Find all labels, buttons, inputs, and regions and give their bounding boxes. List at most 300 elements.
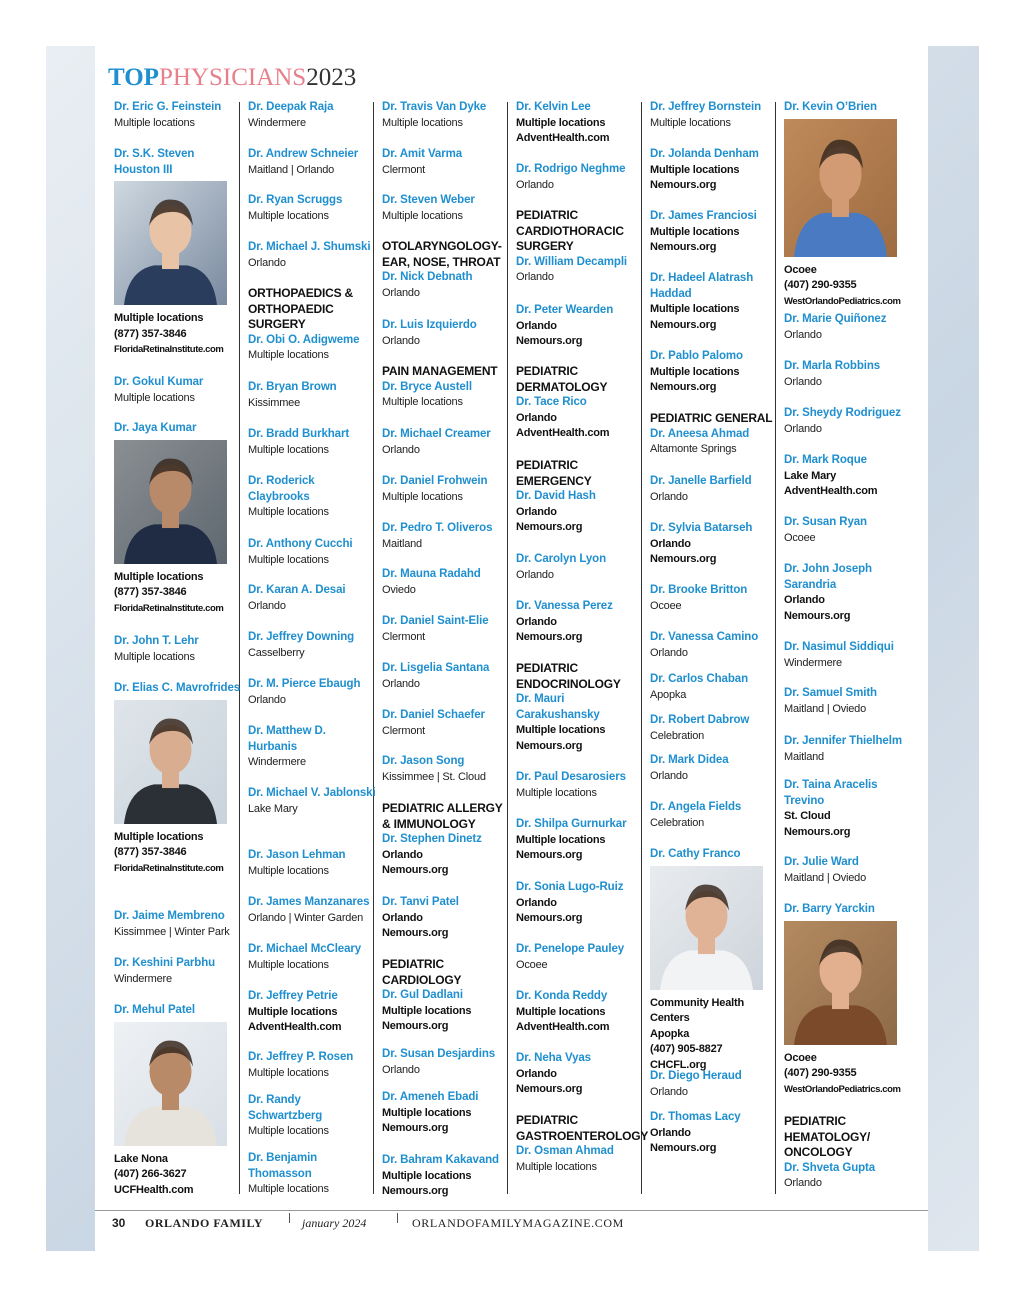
physician-name: Dr. Jason Lehman (248, 849, 346, 861)
physician-entry (248, 240, 376, 271)
physician-name: Dr. Susan Ryan (784, 516, 867, 528)
physician-entry (516, 208, 644, 286)
physician-entry (114, 421, 242, 616)
title-physicians: PHYSICIANS (158, 64, 307, 91)
physician-name: Dr. Jason Song (382, 755, 465, 767)
physician-name: Dr. Bradd Burkhart (248, 428, 350, 440)
physician-location: Orlando (650, 646, 688, 659)
physician-name: Dr. Sheydy Rodriguez (784, 407, 901, 419)
physician-entry (248, 942, 376, 973)
physician-name: Dr. Gokul Kumar (114, 376, 204, 388)
physician-location: Multiple locations (382, 490, 463, 503)
physician-entry (516, 162, 644, 193)
physician-location: Orlando (248, 693, 286, 706)
physician-entry (650, 100, 778, 131)
footer-separator (289, 1213, 290, 1223)
physician-name: Dr. Mark Didea (650, 754, 729, 766)
physician-location: Multiple locations (248, 553, 329, 566)
physician-contact: Orlando (382, 848, 423, 861)
physician-contact: St. Cloud (784, 810, 831, 822)
physician-contact: Multiple locations (516, 833, 606, 846)
physician-location: Kissimmee | Winter Park (114, 925, 230, 938)
physician-contact: Multiple locations (114, 570, 204, 583)
page-number: 30 (112, 1216, 126, 1230)
physician-entry (650, 753, 778, 784)
physician-entry (382, 474, 510, 505)
physician-name: Dr. Benjamin Thomasson (248, 1152, 318, 1180)
physician-entry (248, 848, 376, 879)
physician-name: Dr. Mauna Radahd (382, 568, 481, 580)
physician-location: Orlando (650, 1085, 688, 1098)
physician-contact: Multiple locations (382, 1004, 472, 1017)
physician-location: Multiple locations (248, 1125, 329, 1137)
physician-location: Lake Mary (248, 802, 298, 815)
physician-entry (516, 770, 644, 801)
physician-photo (114, 700, 227, 824)
physician-name: Dr. Steven Weber (382, 194, 475, 206)
physician-entry (516, 661, 644, 754)
physician-entry (516, 817, 644, 864)
physician-website[interactable]: WestOrlandoPediatrics.com (784, 295, 901, 307)
physician-entry (516, 100, 644, 147)
physician-location: Apopka (650, 688, 687, 701)
physician-contact: Lake Mary (784, 469, 837, 482)
physician-name: Dr. Robert Dabrow (650, 714, 750, 726)
physician-name: Dr. Susan Desjardins (382, 1048, 496, 1060)
physician-location: Maitland | Oviedo (784, 871, 867, 884)
physician-name: Dr. Ryan Scruggs (248, 194, 343, 206)
physician-name: Dr. Michael Creamer (382, 428, 491, 440)
physician-name: Dr. Peter Wearden (516, 304, 614, 316)
physician-contact: Nemours.org (650, 318, 717, 331)
physician-name: Dr. Eric G. Feinstein (114, 101, 222, 113)
physician-name: Dr. Osman Ahmad (516, 1145, 614, 1157)
physician-location: Multiple locations (516, 786, 597, 799)
physician-column (382, 0, 510, 1197)
physician-column (650, 0, 778, 1154)
physician-location: Ocoee (650, 599, 682, 612)
physician-name: Dr. Bryan Brown (248, 381, 337, 393)
physician-name: Dr. Jaya Kumar (114, 422, 197, 434)
physician-entry (516, 942, 644, 973)
physician-contact: Nemours.org (516, 631, 583, 643)
specialty-heading: PEDIATRIC DERMATOLOGY (516, 364, 608, 394)
physician-entry (516, 364, 644, 442)
physician-location: Orlando (784, 422, 822, 435)
physician-name: Dr. Janelle Barfield (650, 475, 752, 487)
physician-entry (650, 1110, 778, 1157)
physician-name: Dr. Michael V. Jablonski (248, 787, 376, 799)
physician-location: Maitland (382, 537, 422, 550)
physician-contact: Nemours.org (382, 1020, 449, 1032)
physician-column (784, 0, 912, 1189)
physician-contact: Orlando (650, 1126, 691, 1139)
physician-location: Maitland | Orlando (248, 163, 335, 176)
physician-contact: Nemours.org (650, 179, 717, 191)
physician-name: Dr. Daniel Saint-Elie (382, 615, 489, 627)
physician-entry (784, 1114, 912, 1192)
physician-contact: AdventHealth.com (248, 1021, 342, 1033)
physician-entry (784, 734, 912, 765)
physician-location: Orlando (248, 599, 286, 612)
physician-contact: Multiple locations (516, 116, 606, 129)
physician-name: Dr. Nick Debnath (382, 271, 473, 283)
physician-entry (248, 193, 376, 224)
physician-entry (248, 677, 376, 708)
physician-contact: Orlando (516, 896, 557, 909)
physician-entry (248, 895, 376, 926)
physician-location: Multiple locations (248, 1183, 329, 1195)
physician-name: Dr. Jolanda Denham (650, 148, 759, 160)
physician-entry (650, 349, 778, 396)
physician-entry (516, 989, 644, 1036)
physician-location: Celebration (650, 729, 705, 742)
physician-entry (382, 708, 510, 739)
physician-entry (248, 147, 376, 178)
physician-entry (650, 1069, 778, 1100)
physician-contact: Orlando (516, 319, 557, 332)
physician-name: Dr. Amit Varma (382, 148, 462, 160)
footer-separator (397, 1213, 398, 1223)
specialty-heading: PEDIATRIC GENERAL (650, 411, 773, 425)
physician-location: Orlando (784, 328, 822, 341)
physician-entry (248, 427, 376, 458)
physician-name: Dr. Jeffrey Downing (248, 631, 355, 643)
physician-location: Orlando | Winter Garden (248, 911, 364, 924)
physician-entry (382, 614, 510, 645)
physician-location: Windermere (248, 116, 306, 129)
physician-location: Oviedo (382, 583, 416, 596)
physician-name: Dr. M. Pierce Ebaugh (248, 678, 361, 690)
physician-website[interactable]: WestOrlandoPediatrics.com (784, 1083, 901, 1095)
physician-name: Dr. Gul Dadlani (382, 989, 463, 1001)
physician-name: Dr. Carlos Chaban (650, 673, 748, 685)
physician-entry (382, 147, 510, 178)
physician-name: Dr. Hadeel Alatrash Haddad (650, 272, 754, 300)
physician-location: Casselberry (248, 646, 305, 659)
physician-name: Dr. Obi O. Adigweme (248, 333, 360, 346)
physician-entry (382, 801, 510, 879)
physician-contact: Orlando (784, 594, 825, 606)
physician-name: Dr. John T. Lehr (114, 635, 199, 647)
specialty-heading: OTOLARYNGOLOGY-EAR, NOSE, THROAT (382, 239, 502, 269)
physician-entry (516, 458, 644, 536)
physician-column (248, 0, 376, 1195)
physician-name: Dr. Michael McCleary (248, 943, 362, 955)
physician-contact: Nemours.org (784, 825, 851, 838)
physician-entry (382, 193, 510, 224)
physician-contact: Ocoee (784, 263, 817, 276)
physician-name: Dr. Michael J. Shumski (248, 241, 371, 253)
physician-entry (248, 630, 376, 661)
physician-entry (248, 380, 376, 411)
physician-location: Clermont (382, 630, 426, 643)
physician-name: Dr. Lisgelia Santana (382, 662, 490, 674)
physician-location: Multiple locations (382, 209, 463, 222)
physician-contact: Multiple locations (516, 724, 606, 736)
physician-location: Multiple locations (516, 1160, 597, 1173)
physician-name: Dr. Andrew Schneier (248, 148, 359, 160)
physician-photo (114, 181, 227, 305)
physician-contact: (877) 357-3846 (114, 586, 187, 598)
physician-contact: Multiple locations (382, 1106, 472, 1119)
physician-location: Windermere (784, 656, 842, 669)
physician-entry (784, 562, 912, 624)
physician-location: Multiple locations (248, 209, 329, 222)
physician-location: Celebration (650, 816, 705, 829)
physician-photo (784, 119, 897, 257)
physician-name: Dr. Jaime Membreno (114, 910, 225, 922)
physician-name: Dr. Julie Ward (784, 856, 859, 868)
physician-location: Kissimmee (248, 396, 300, 409)
physician-name: Dr. Bahram Kakavand (382, 1154, 499, 1166)
physician-location: Multiple locations (650, 116, 731, 129)
physician-entry (382, 1047, 510, 1078)
physician-contact: Nemours.org (650, 381, 717, 393)
physician-entry (784, 778, 912, 840)
physician-entry (382, 239, 510, 301)
physician-location: Orlando (650, 490, 688, 503)
physician-entry (650, 271, 778, 333)
physician-name: Dr. James Franciosi (650, 210, 757, 222)
physician-entry (114, 100, 242, 131)
physician-entry (516, 1051, 644, 1098)
physician-entry (382, 318, 510, 349)
physician-name: Dr. Shveta Gupta (784, 1161, 876, 1174)
title-top: TOP (108, 64, 159, 91)
physician-entry (114, 956, 242, 987)
physician-location: Orlando (382, 1063, 420, 1076)
physician-location: Multiple locations (248, 1066, 329, 1079)
physician-name: Dr. Anthony Cucchi (248, 538, 353, 550)
physician-location: Ocoee (784, 531, 816, 544)
physician-website[interactable]: FloridaRetinaInstitute.com (114, 862, 224, 874)
physician-entry (382, 100, 510, 131)
physician-location: Maitland | Oviedo (784, 702, 867, 715)
physician-entry (248, 286, 376, 364)
physician-name: Dr. Konda Reddy (516, 990, 608, 1002)
physician-entry (784, 855, 912, 886)
specialty-heading: PEDIATRIC ENDOCRINOLOGY (516, 661, 621, 691)
physician-contact: Nemours.org (516, 335, 583, 347)
physician-entry (650, 847, 778, 1073)
physician-location: Orlando (516, 568, 554, 581)
physician-contact: UCFHealth.com (114, 1183, 194, 1196)
physician-name: Dr. Samuel Smith (784, 687, 877, 699)
physician-website[interactable]: FloridaRetinaInstitute.com (114, 344, 224, 355)
physician-contact: (407) 905-8827 (650, 1043, 723, 1055)
physician-name: Dr. Brooke Britton (650, 584, 748, 596)
physician-location: Orlando (516, 271, 554, 283)
physician-name: Dr. Taina Aracelis Trevino (784, 779, 878, 807)
physician-contact: (877) 357-3846 (114, 327, 187, 340)
physician-photo (784, 921, 897, 1045)
physician-name: Dr. Mehul Patel (114, 1004, 195, 1016)
physician-contact: (877) 357-3846 (114, 846, 187, 858)
physician-location: Orlando (516, 178, 554, 191)
physician-entry (114, 909, 242, 940)
physician-entry (650, 474, 778, 505)
specialty-heading: PEDIATRIC ALLERGY & IMMUNOLOGY (382, 801, 503, 831)
physician-name: Dr. Paul Desarosiers (516, 771, 626, 783)
physician-contact: Orlando (650, 537, 691, 550)
physician-location: Windermere (114, 972, 172, 985)
physician-name: Dr. Jennifer Thielhelm (784, 735, 902, 747)
physician-contact: Multiple locations (650, 365, 740, 378)
physician-name: Dr. Kevin O’Brien (784, 101, 877, 113)
physician-contact: Nemours.org (382, 864, 449, 876)
physician-contact: AdventHealth.com (516, 427, 610, 439)
physician-name: Dr. Jeffrey Bornstein (650, 101, 762, 113)
physician-entry (114, 375, 242, 406)
physician-name: Dr. Ameneh Ebadi (382, 1091, 479, 1103)
physician-location: Multiple locations (382, 116, 463, 129)
physician-name: Dr. James Manzanares (248, 896, 370, 908)
physician-entry (114, 681, 242, 876)
physician-location: Altamonte Springs (650, 443, 737, 455)
physician-location: Kissimmee | St. Cloud (382, 770, 486, 783)
physician-name: Dr. Tace Rico (516, 396, 587, 408)
physician-name: Dr. John Joseph Sarandria (784, 563, 872, 591)
physician-name: Dr. Marla Robbins (784, 360, 881, 372)
physician-entry (784, 515, 912, 546)
physician-entry (784, 100, 912, 309)
physician-entry (650, 583, 778, 614)
physician-contact: Multiple locations (382, 1169, 472, 1182)
physician-photo (114, 440, 227, 564)
physician-entry (650, 147, 778, 194)
issue-date: january 2024 (302, 1216, 367, 1230)
physician-name: Dr. Keshini Parbhu (114, 957, 216, 969)
physician-contact: Orlando (516, 615, 557, 628)
physician-name: Dr. Daniel Frohwein (382, 475, 488, 487)
magazine-url[interactable]: ORLANDOFAMILYMAGAZINE.COM (412, 1216, 624, 1230)
physician-name: Dr. Daniel Schaefer (382, 709, 485, 721)
physician-location: Orlando (382, 334, 420, 347)
physician-entry (650, 630, 778, 661)
physician-contact: Nemours.org (650, 241, 717, 253)
physician-name: Dr. Jeffrey P. Rosen (248, 1051, 354, 1063)
physician-name: Dr. Barry Yarckin (784, 903, 875, 915)
physician-name: Dr. Rodrigo Neghme (516, 163, 626, 175)
physician-entry (650, 411, 778, 458)
physician-contact: Nemours.org (784, 609, 851, 622)
physician-entry (248, 1093, 376, 1140)
physician-contact: Nemours.org (382, 1122, 449, 1134)
physician-name: Dr. Roderick Claybrooks (248, 475, 315, 503)
physician-location: Multiple locations (114, 116, 195, 129)
physician-entry (784, 640, 912, 671)
physician-contact: Apopka (650, 1027, 690, 1040)
physician-contact: Multiple locations (114, 312, 204, 324)
physician-entry (382, 661, 510, 692)
physician-location: Orlando (784, 375, 822, 388)
physician-entry (382, 364, 510, 411)
physician-entry (650, 800, 778, 831)
physician-website[interactable]: FloridaRetinaInstitute.com (114, 602, 224, 614)
physician-contact: Multiple locations (516, 1005, 606, 1018)
physician-entry (784, 406, 912, 437)
physician-name: Dr. Carolyn Lyon (516, 553, 606, 565)
physician-contact: Nemours.org (516, 521, 583, 533)
physician-entry (650, 672, 778, 703)
physician-location: Orlando (248, 256, 286, 269)
physician-name: Dr. Shilpa Gurnurkar (516, 818, 627, 830)
physician-entry (784, 902, 912, 1097)
physician-contact: Multiple locations (650, 303, 740, 315)
physician-contact: AdventHealth.com (516, 132, 610, 144)
physician-entry (784, 359, 912, 390)
physician-entry (650, 209, 778, 256)
physician-name: Dr. Travis Van Dyke (382, 101, 487, 113)
physician-entry (114, 147, 242, 358)
title-year: 2023 (306, 64, 357, 91)
physician-entry (784, 312, 912, 343)
physician-name: Dr. Elias C. Mavrofrides (114, 682, 241, 694)
physician-location: Orlando (382, 443, 420, 456)
physician-name: Dr. Nasimul Siddiqui (784, 641, 894, 653)
physician-contact: Multiple locations (114, 830, 204, 843)
physician-entry (114, 1003, 242, 1198)
physician-name: Dr. Mauri Carakushansky (516, 693, 600, 721)
physician-contact: Community Health Centers (650, 996, 744, 1024)
physician-location: Multiple locations (248, 864, 329, 877)
magazine-name: ORLANDO FAMILY (145, 1216, 264, 1230)
specialty-heading: PAIN MANAGEMENT (382, 364, 498, 378)
physician-entry (516, 552, 644, 583)
physician-contact: (407) 290-9355 (784, 279, 857, 291)
physician-name: Dr. Deepak Raja (248, 101, 334, 113)
physician-contact: Orlando (516, 505, 557, 518)
physician-location: Multiple locations (382, 396, 463, 408)
physician-entry (516, 880, 644, 927)
physician-entry (248, 100, 376, 131)
physician-contact: Nemours.org (382, 1185, 449, 1197)
physician-contact: Nemours.org (516, 849, 583, 861)
specialty-heading: PEDIATRIC GASTROENTEROLOGY (516, 1113, 649, 1143)
physician-name: Dr. Sonia Lugo-Ruiz (516, 881, 624, 893)
physician-name: Dr. Jeffrey Petrie (248, 990, 338, 1002)
physician-contact: Nemours.org (516, 739, 583, 752)
physician-name: Dr. Kelvin Lee (516, 101, 591, 113)
physician-name: Dr. Sylvia Batarseh (650, 522, 753, 534)
physician-location: Clermont (382, 724, 426, 737)
physician-entry (516, 303, 644, 350)
physician-contact: Nemours.org (516, 912, 583, 924)
specialty-heading: PEDIATRIC HEMATOLOGY/ ONCOLOGY (784, 1114, 871, 1159)
physician-name: Dr. Pedro T. Oliveros (382, 522, 493, 534)
physician-entry (114, 634, 242, 665)
physician-contact: AdventHealth.com (784, 485, 878, 497)
physician-contact: Orlando (382, 911, 423, 924)
physician-name: Dr. Cathy Franco (650, 848, 741, 860)
physician-location: Multiple locations (248, 506, 329, 518)
physician-contact: Ocoee (784, 1051, 817, 1064)
physician-entry (248, 583, 376, 614)
physician-contact: Lake Nona (114, 1152, 168, 1165)
physician-name: Dr. Neha Vyas (516, 1052, 591, 1064)
physician-name: Dr. Penelope Pauley (516, 943, 625, 955)
physician-photo (114, 1022, 227, 1146)
physician-entry (248, 786, 376, 817)
physician-location: Orlando (382, 677, 420, 690)
physician-entry (650, 713, 778, 744)
physician-entry (382, 1090, 510, 1137)
physician-entry (248, 537, 376, 568)
physician-name: Dr. Stephen Dinetz (382, 833, 482, 845)
physician-name: Dr. Angela Fields (650, 801, 742, 813)
physician-location: Multiple locations (114, 650, 195, 663)
